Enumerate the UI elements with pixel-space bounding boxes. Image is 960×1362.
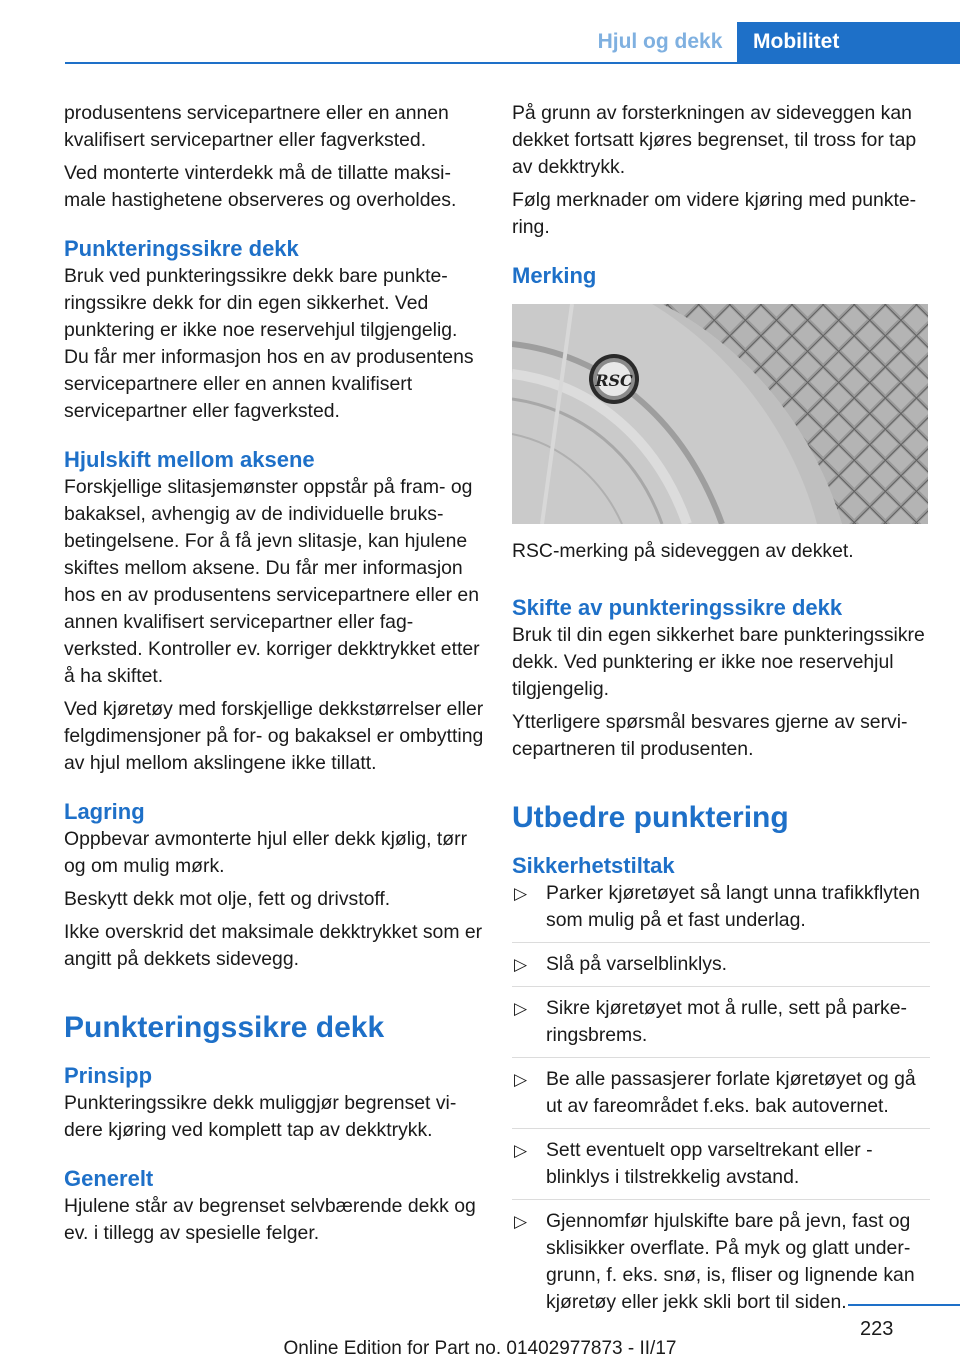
paragraph: Ytterligere spørsmål besvares gjerne av servicepartneren til produsenten. — [512, 711, 908, 760]
chapter-heading-utbedre-punktering: Utbedre punktering — [512, 801, 789, 834]
list-item: ▷ Slå på varselblinklys. — [512, 951, 930, 987]
triangle-right-icon: ▷ — [514, 1070, 528, 1089]
paragraph: produsentens servicepartnere eller en annen kvalifisert servicepartner eller fagverksted. — [64, 102, 449, 151]
heading-prinsipp: Prinsipp — [64, 1063, 153, 1088]
heading-sikkerhetstiltak: Sikkerhetstiltak — [512, 853, 675, 878]
heading-hjulskift: Hjulskift mellom aksene — [64, 447, 315, 472]
list-item: ▷ Parker kjøretøyet så langt unna trafikkflyten som mulig på et fast underlag. — [512, 880, 930, 943]
paragraph: Forskjellige slitasjemønster oppstår på fram- og bakaksel, avhengig av de individuelle bruksbetingelsene. For å få jevn slitasje, kan hjulene skiftes mellom aksene. Du får mer informasjon hos en av produsentens servicepartnere eller en annen kvalifisert servicepartner eller fagverksted. Kontroller ev. korriger dekktrykket etter å ha skiftet. — [64, 476, 480, 687]
header-section-tab[interactable]: Hjul og dekk — [597, 30, 723, 53]
paragraph: Følg merknader om videre kjøring med punktering. — [512, 189, 917, 238]
paragraph: Hjulene står av begrenset selvbærende dekk og ev. i tillegg av spesielle felger. — [64, 1195, 476, 1244]
left-column — [64, 100, 484, 1253]
header-rule — [65, 62, 960, 64]
footer-rule — [848, 1304, 960, 1306]
heading-punkteringssikre-dekk: Punkteringssikre dekk — [64, 236, 299, 261]
rsc-emblem-icon — [589, 354, 639, 404]
tire-sidewall-illustration — [512, 304, 928, 524]
paragraph: Bruk til din egen sikkerhet bare punkteringssikre dekk. Ved punktering er ikke noe reservehjul tilgjengelig. — [512, 624, 925, 700]
list-item: ▷ Gjennomfør hjulskifte bare på jevn, fast og sklisikker overflate. På myk og glatt undergrunn, f. eks. snø, is, fliser og lignende kan kjøretøy eller jekk skli bort til siden. — [514, 1210, 915, 1313]
safety-steps-list — [512, 880, 930, 1324]
page-number: 223 — [860, 1318, 894, 1340]
list-item: ▷ Sikre kjøretøyet mot å rulle, sett på parkeringsbrems. — [512, 995, 930, 1058]
triangle-right-icon: ▷ — [514, 884, 528, 903]
paragraph: Ved monterte vinterdekk må de tillatte maksimale hastighetene observeres og overholdes. — [64, 162, 457, 211]
triangle-right-icon: ▷ — [514, 955, 528, 974]
paragraph: Ved kjøretøy med forskjellige dekkstørrelser eller felgdimensjoner på for- og bakaksel er ombytting av hjul mellom akslingene ikke tillatt. — [64, 698, 484, 774]
list-item: ▷ Be alle passasjerer forlate kjøretøyet og gå ut av fareområdet f.eks. bak autovernet. — [512, 1066, 930, 1129]
heading-generelt: Generelt — [64, 1166, 154, 1191]
right-column — [512, 100, 930, 1332]
triangle-right-icon: ▷ — [514, 1141, 528, 1160]
heading-skifte: Skifte av punkteringssikre dekk — [512, 595, 843, 620]
footer-edition: Online Edition for Part no. 01402977873 - II/17 — [283, 1338, 677, 1359]
paragraph: Oppbevar avmonterte hjul eller dekk kjølig, tørr og om mulig mørk. — [64, 828, 468, 877]
heading-merking: Merking — [512, 263, 597, 288]
triangle-right-icon: ▷ — [514, 1212, 528, 1231]
paragraph: Punkteringssikre dekk muliggjør begrenset videre kjøring ved komplett tap av dekktrykk. — [64, 1092, 457, 1141]
figure-caption: RSC-merking på sideveggen av dekket. — [512, 540, 854, 562]
paragraph: Bruk ved punkteringssikre dekk bare punkteringssikre dekk for din egen sikkerhet. Ved punktering er ikke noe reservehjul tilgjengelig. Du får mer informasjon hos en av produsentens servicepartnere eller en annen kvalifisert servicepartner eller fagverksted. — [64, 265, 474, 422]
list-item: ▷ Sett eventuelt opp varseltrekant eller -blinklys i tilstrekkelig avstand. — [512, 1137, 930, 1200]
paragraph: Ikke overskrid det maksimale dekktrykket som er angitt på dekkets sidevegg. — [64, 921, 483, 970]
rsc-emblem-text: RSC — [595, 371, 633, 390]
triangle-right-icon: ▷ — [514, 999, 528, 1018]
paragraph: På grunn av forsterkningen av sideveggen kan dekket fortsatt kjøres begrenset, til tross for tap av dekktrykk. — [512, 102, 917, 178]
header-chapter-tab[interactable]: Mobilitet — [737, 22, 960, 62]
paragraph: Beskytt dekk mot olje, fett og drivstoff. — [64, 888, 391, 910]
heading-lagring: Lagring — [64, 799, 145, 824]
chapter-heading-punkteringssikre-dekk: Punkteringssikre dekk — [64, 1011, 385, 1044]
